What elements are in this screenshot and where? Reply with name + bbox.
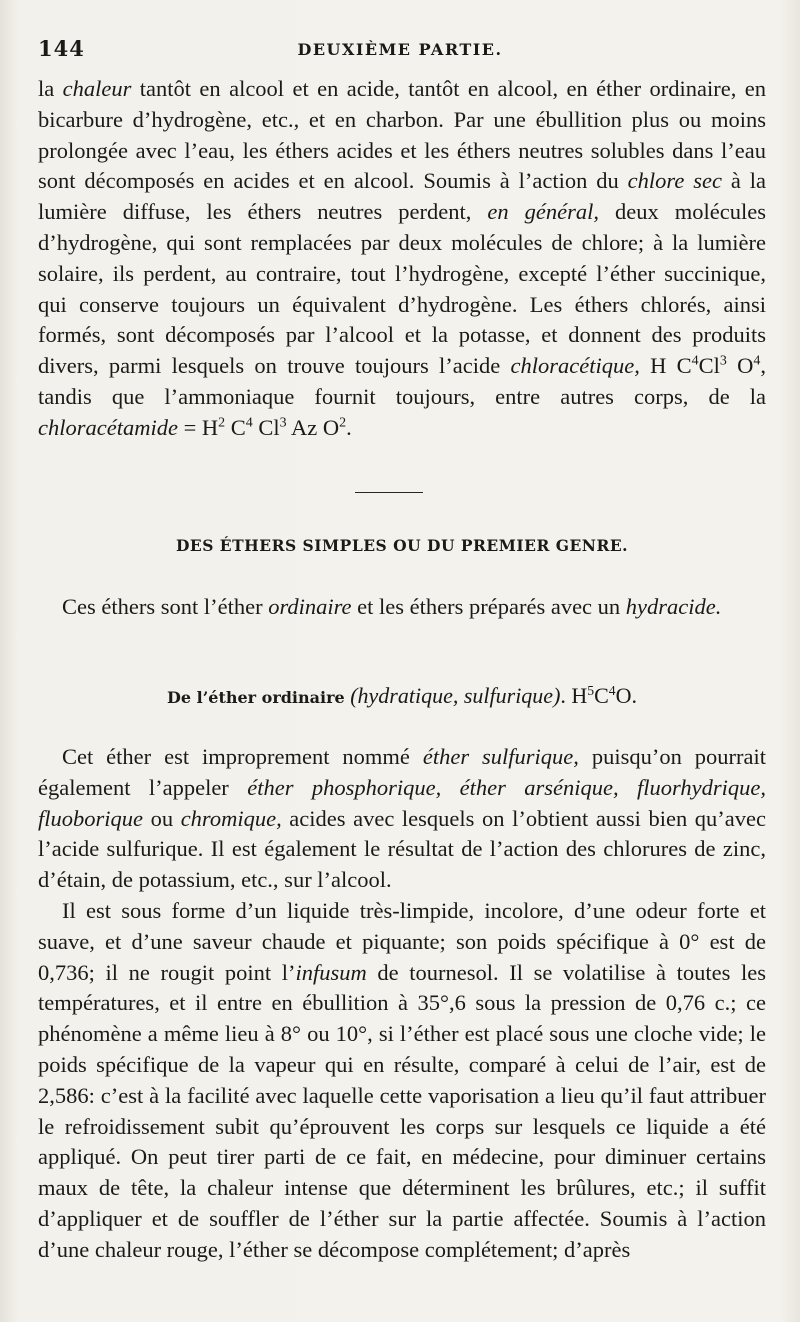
section-heading: DES ÉTHERS SIMPLES OU DU PREMIER GENRE.	[175, 536, 629, 555]
superscript: 4	[608, 682, 616, 698]
paragraph-block-2	[38, 592, 766, 623]
subsection-synonyms: (hydratique, sulfurique)	[350, 683, 561, 708]
superscript: 4	[753, 353, 761, 369]
page-header	[38, 36, 762, 66]
italic-text: chaleur	[62, 76, 132, 101]
italic-text: en général,	[487, 199, 599, 225]
section-divider	[355, 492, 423, 493]
superscript: 2	[218, 415, 226, 431]
superscript: 2	[339, 415, 347, 431]
subsection-heading	[38, 683, 766, 709]
paragraph-block-3	[38, 742, 766, 1266]
italic-text: chloracétique,	[510, 353, 640, 379]
italic-text: éther phosphorique, éther arsénique, fluorhydrique, fluoborique	[38, 774, 766, 831]
italic-text: éther sulfurique,	[422, 744, 579, 769]
superscript: 4	[245, 415, 253, 431]
italic-text: chlore sec	[627, 168, 722, 194]
superscript: 3	[719, 353, 727, 369]
paragraph-block-1	[38, 74, 766, 444]
paragraph: Cet éther est improprement nommé éther sulfurique, puisqu’on pourrait également l’appeler éther phosphorique, éther arsénique, fluorhydrique, fluoborique ou chromique, acides avec lesquels on l’obtient aussi bien qu’avec l’acide sulfurique. Il est également le résultat de l’action des chlorures de zinc, d’étain, de potassium, etc., sur l’alcool.	[38, 744, 767, 893]
italic-text: infusum	[295, 959, 367, 985]
subsection-title: De l’éther ordinaire	[166, 688, 345, 707]
superscript: 4	[691, 353, 699, 369]
page-number: 144	[38, 36, 85, 61]
superscript: 3	[279, 415, 287, 431]
italic-text: chromique,	[180, 805, 282, 831]
superscript: 5	[587, 682, 595, 698]
running-head: DEUXIÈME PARTIE.	[297, 40, 503, 59]
italic-text: hydracide.	[625, 594, 722, 619]
paragraph: Il est sous forme d’un liquide très-limpide, incolore, d’une odeur forte et suave, et d’une saveur chaude et piquante; son poids spécifique à 0° est de 0,736; il ne rougit point l’infusum de tournesol. Il se volatilise à toutes les températures, et il entre en ébullition à 35°,6 sous la pression de 0,76 c.; ce phénomène a même lieu à 8° ou 10°, si l’éther est placé sous une cloche vide; le poids spécifique de la vapeur qui en résulte, comparé à celui de l’air, est de 2,586: c’est à la facilité avec laquelle cette vaporisation a lieu qu’il faut attribuer le refroidissement subit qu’éprouvent les corps sur lesquels ce liquide a été appliqué. On peut tirer parti de ce fait, en médecine, pour diminuer certains maux de tête, la chaleur intense que déterminent les brûlures, etc.; il suffit d’appliquer et de souffler de l’éther sur la partie affectée. Soumis à l’action d’une chaleur rouge, l’éther se décompose complétement; d’après	[38, 897, 767, 1262]
subsection-formula: . $H^5C^4O$.	[560, 682, 637, 708]
paragraph: Ces éthers sont l’éther ordinaire et les éthers préparés avec un hydracide.	[62, 594, 722, 619]
italic-text: ordinaire	[268, 594, 352, 619]
paragraph: la chaleur tantôt en alcool et en acide, tantôt en alcool, en éther ordinaire, en bicarbure d’hydrogène, etc., et en charbon. Par une ébullition plus ou moins prolongée avec l’eau, les éthers acides et les éthers neutres solubles dans l’eau sont décomposés en acides et en alcool. Soumis à l’action du chlore sec à la lumière diffuse, les éthers neutres perdent, en général, deux molécules d’hydrogène, qui sont remplacées par deux molécules de chlore; à la lumière solaire, ils perdent, au contraire, tout l’hydrogène, excepté l’éther succinique, qui conserve toujours un équivalent d’hydrogène. Les éthers chlorés, ainsi formés, sont décomposés par l’alcool et la potasse, et donnent des produits divers, parmi lesquels on trouve toujours l’acide chloracétique, H $C^4Cl^3$ $O^4$, tandis que l’ammoniaque fournit toujours, entre autres corps, de la chloracétamide = $H^2$ $C^4$ Cl$^3$ Az $O^2$.	[38, 76, 766, 440]
italic-text: chloracétamide	[38, 414, 178, 440]
